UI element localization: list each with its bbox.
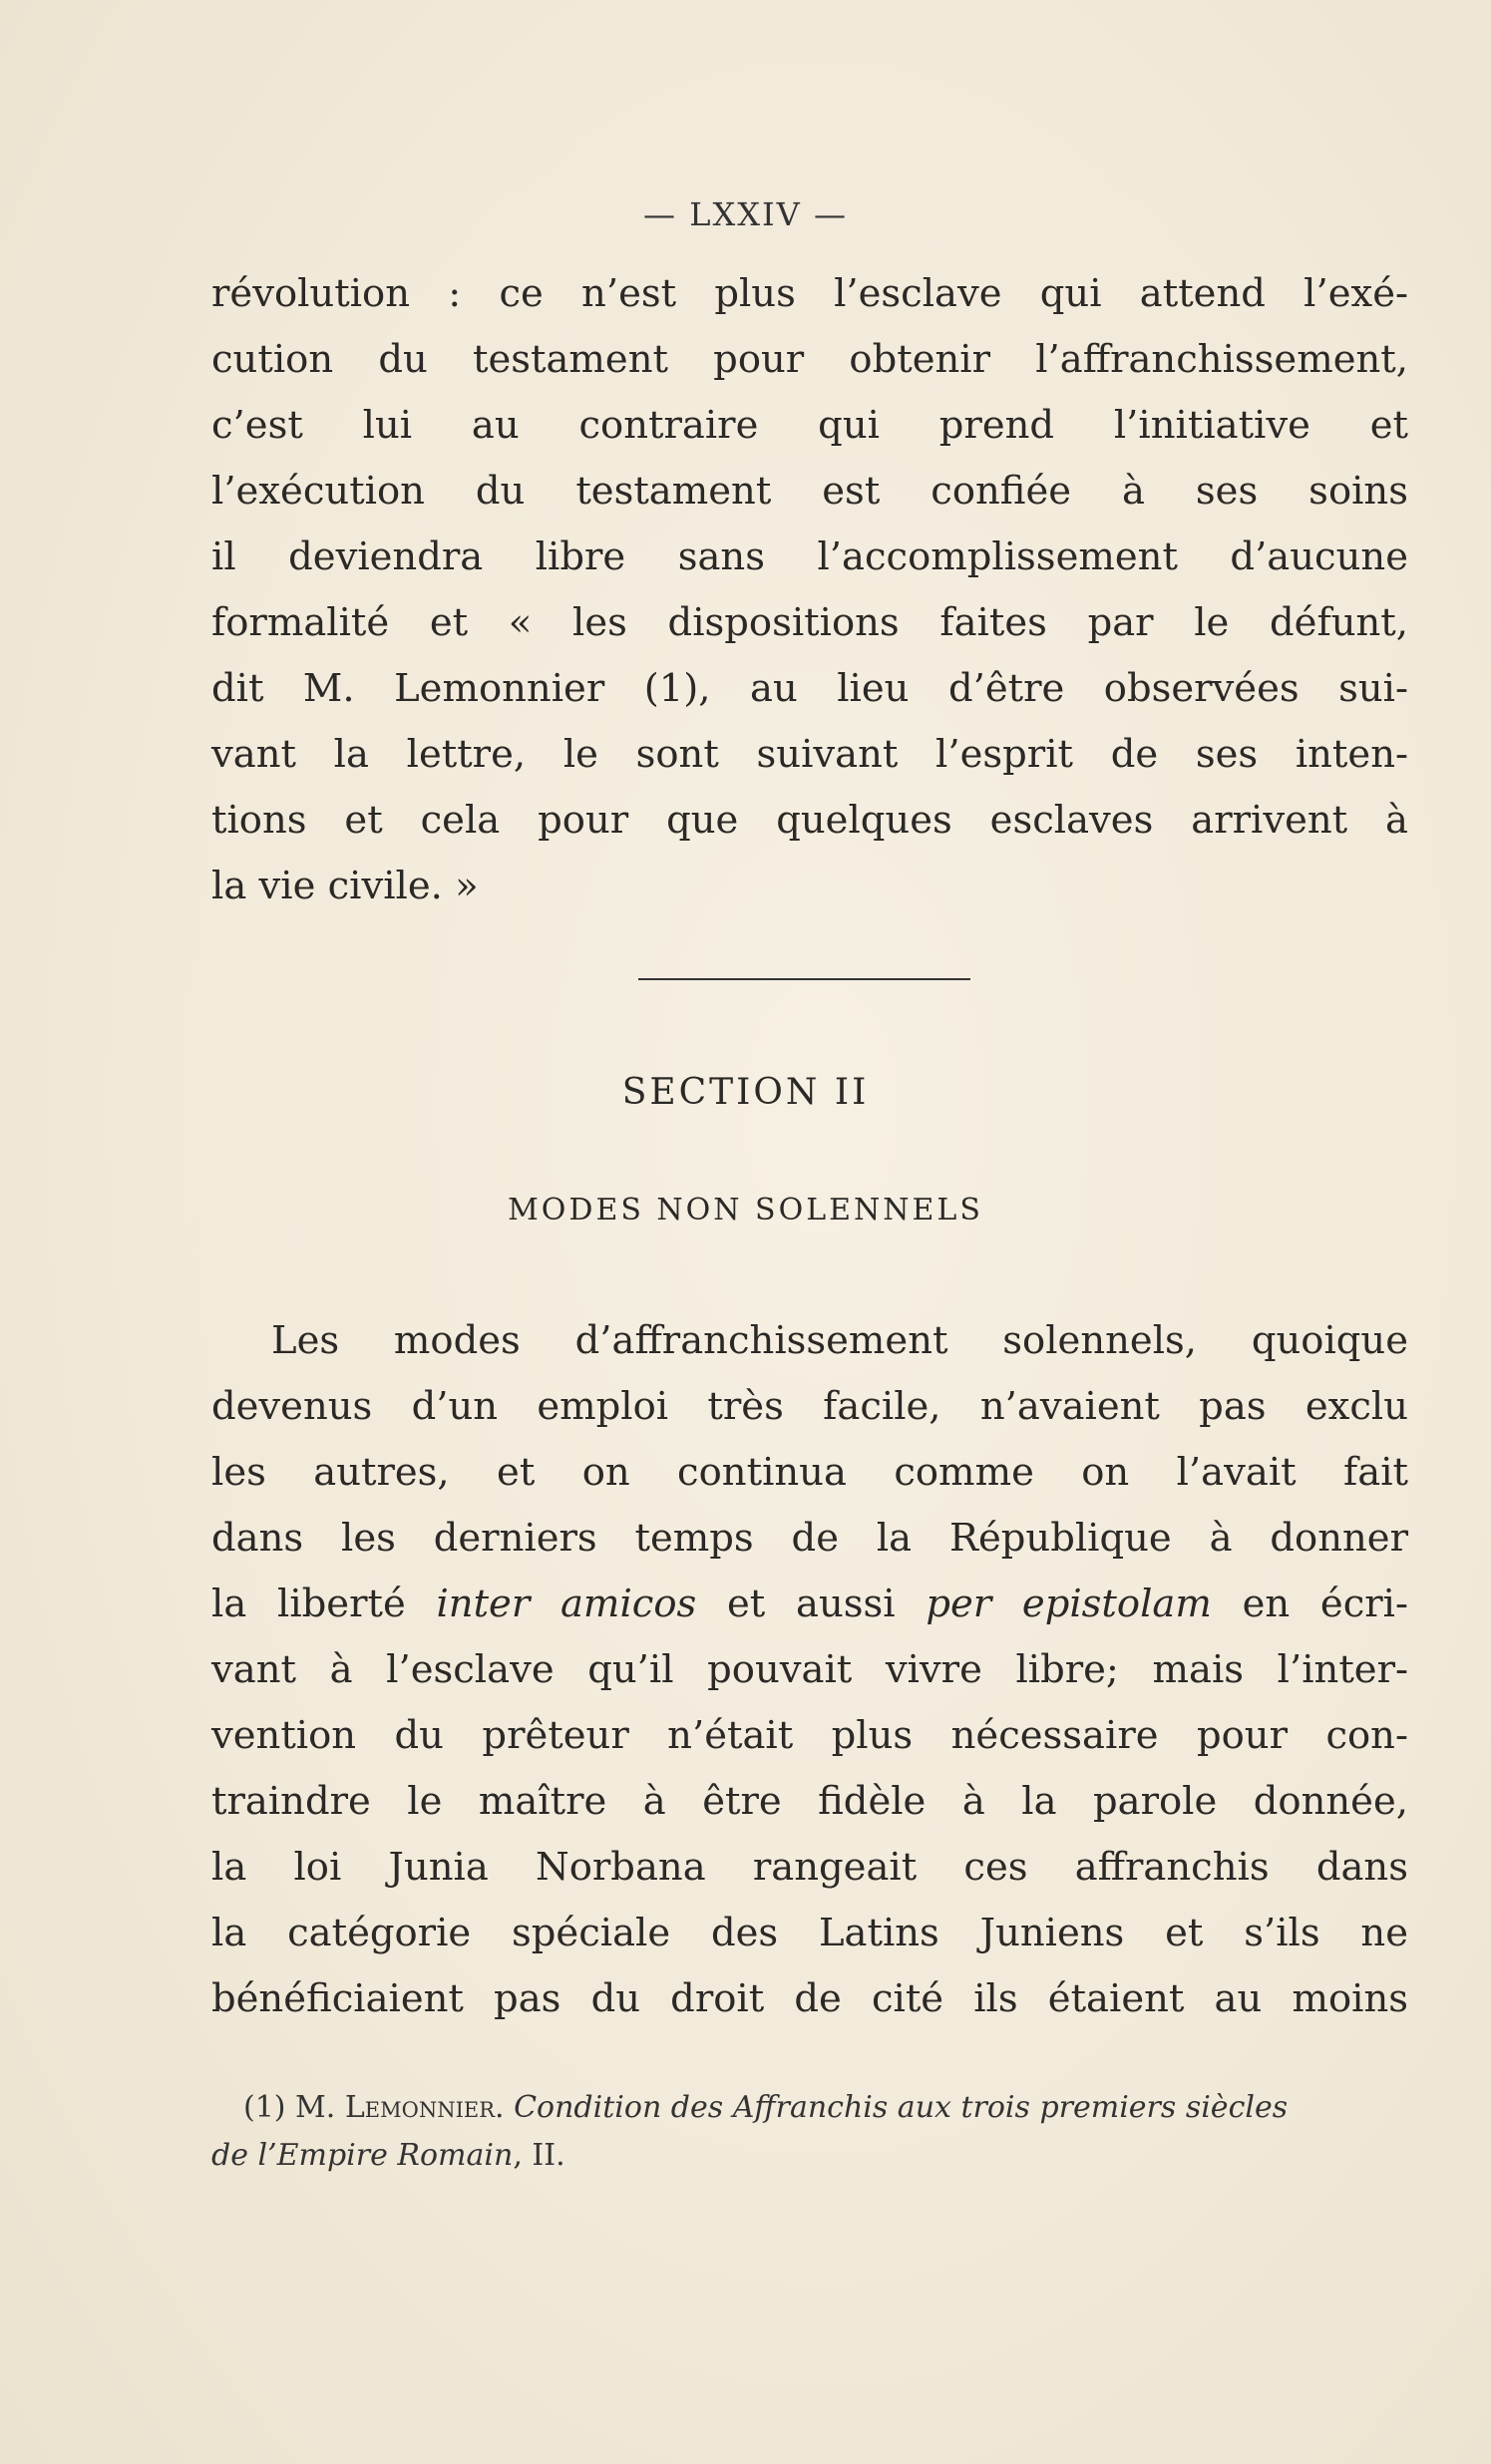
latin-phrase: per epistolam (926, 1582, 1212, 1626)
text-line: formalité et « les dispositions faites par le défunt, (211, 600, 1408, 645)
text-line: il deviendra libre sans l’accomplissement d’aucune (211, 534, 1408, 579)
footnote-title: Condition des Affranchis aux trois premiers siècles (514, 2090, 1289, 2125)
text-line: la loi Junia Norbana rangeait ces affranchis dans (211, 1845, 1408, 1890)
footnote-author: Lemonnier. (344, 2090, 505, 2125)
text-line: vant la lettre, le sont suivant l’esprit de ses inten- (211, 732, 1408, 777)
text-line: la vie civile. » (211, 864, 479, 908)
text-line: c’est lui au contraire qui prend l’initiative et (211, 403, 1408, 448)
footnote (211, 2084, 1408, 2180)
text-line-mixed (211, 1572, 1408, 1637)
paragraph-1 (211, 261, 1408, 919)
text-line: devenus d’un emploi très facile, n’avaient pas exclu (211, 1384, 1408, 1429)
text-line: l’exécution du testament est confiée à ses soins (211, 469, 1408, 514)
latin-phrase: inter amicos (436, 1582, 697, 1626)
text-line: vention du prêteur n’était plus nécessaire pour con- (211, 1713, 1408, 1758)
text-run: et aussi (696, 1582, 927, 1626)
footnote-line (211, 2084, 1408, 2132)
text-line: dit M. Lemonnier (1), au lieu d’être observées sui- (211, 666, 1408, 711)
running-head: — LXXIV — (643, 195, 848, 233)
section-subtitle: MODES NON SOLENNELS (508, 1193, 983, 1228)
text-line: cution du testament pour obtenir l’affranchissement, (211, 337, 1408, 382)
section-divider (638, 978, 970, 980)
footnote-number: (1) M. (243, 2090, 336, 2125)
footnote-suffix: , II. (513, 2138, 565, 2173)
text-line: les autres, et on continua comme on l’avait fait (211, 1450, 1408, 1495)
text-line: tions et cela pour que quelques esclaves arrivent à (211, 798, 1408, 843)
text-line: dans les derniers temps de la République à donner (211, 1516, 1408, 1561)
footnote-title: de l’Empire Romain (211, 2138, 514, 2173)
text-run: la liberté (211, 1582, 437, 1626)
footnote-line (211, 2132, 1408, 2180)
paragraph-2 (211, 1308, 1408, 2032)
section-title: SECTION II (621, 1072, 870, 1113)
text-line: traindre le maître à être fidèle à la parole donnée, (211, 1779, 1408, 1824)
text-line: la catégorie spéciale des Latins Juniens et s’ils ne (211, 1911, 1408, 1955)
text-line: vant à l’esclave qu’il pouvait vivre libre; mais l’inter- (211, 1647, 1408, 1692)
text-run: en écri- (1211, 1582, 1408, 1626)
text-line: révolution : ce n’est plus l’esclave qui attend l’exé- (211, 271, 1408, 316)
text-line: Les modes d’affranchissement solennels, quoique (271, 1318, 1408, 1363)
text-line: bénéficiaient pas du droit de cité ils étaient au moins (211, 1976, 1408, 2021)
